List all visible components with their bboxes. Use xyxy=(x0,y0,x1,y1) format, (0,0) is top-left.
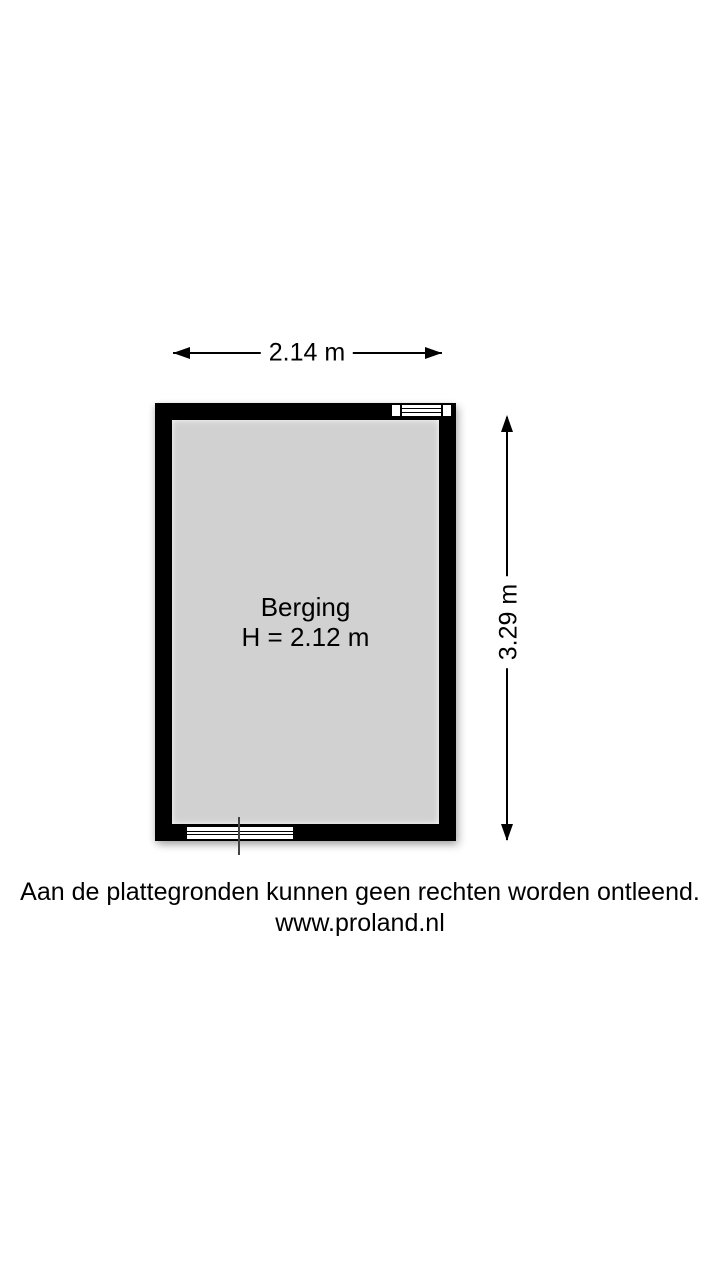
room-berging xyxy=(155,403,456,841)
arrow-up-icon xyxy=(501,415,513,432)
disclaimer-text: Aan de plattegronden kunnen geen rechten worden ontleend. xyxy=(20,878,700,906)
door-window-icon xyxy=(187,825,293,841)
room-label xyxy=(172,420,439,824)
window-line xyxy=(441,405,443,416)
arrow-down-icon xyxy=(501,824,513,841)
window-icon xyxy=(390,403,453,418)
website-text: www.proland.nl xyxy=(275,909,445,937)
arrow-right-icon xyxy=(425,347,442,359)
room-ceiling-height: H = 2.12 m xyxy=(241,622,370,652)
window-line xyxy=(402,408,441,409)
width-dimension-label xyxy=(261,339,353,368)
footer xyxy=(0,877,720,939)
width-dimension-text: 2.14 m xyxy=(261,339,353,367)
window-line xyxy=(402,412,441,413)
height-dimension-text: 3.29 m xyxy=(495,576,523,668)
arrow-left-icon xyxy=(173,347,190,359)
window-line xyxy=(400,405,402,416)
window-line xyxy=(187,831,293,832)
room-name: Berging xyxy=(260,592,351,622)
window-line xyxy=(187,834,293,835)
height-dimension-label xyxy=(495,576,524,668)
